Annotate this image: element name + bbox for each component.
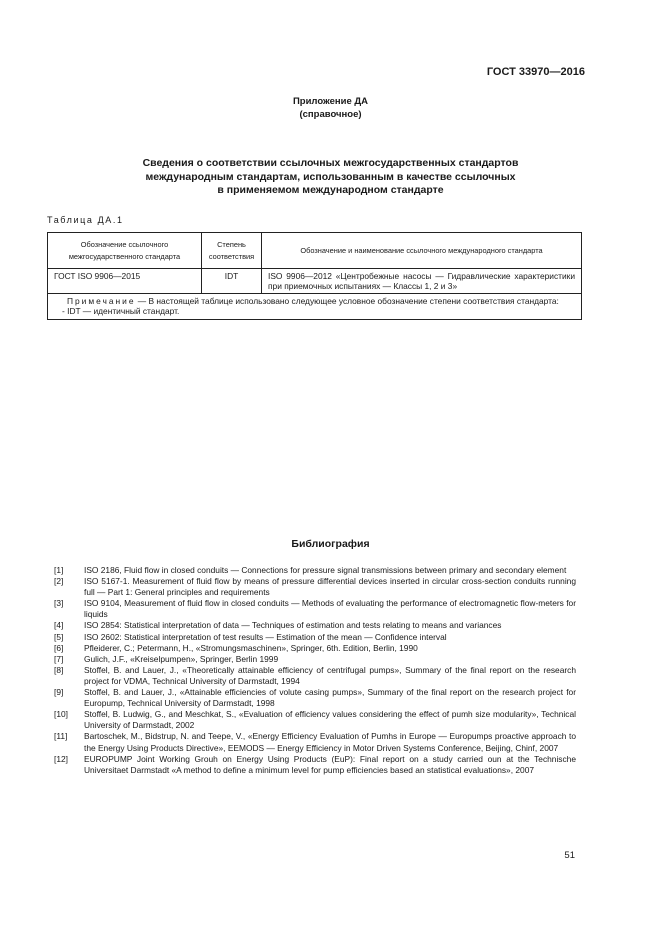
bibliography-item (54, 565, 576, 576)
section-title (0, 157, 661, 198)
bib-text: ISO 9104, Measurement of fluid flow in closed conduits — Methods of evaluating the performance of electromagnetic flow-meters for liquids (84, 598, 576, 620)
bibliography-item (54, 687, 576, 709)
bibliography-list (54, 565, 576, 776)
bib-number: [12] (54, 753, 68, 764)
bibliography-item (54, 620, 576, 631)
bib-text: ISO 2602: Statistical interpretation of test results — Estimation of the mean — Confidence interval (84, 631, 447, 642)
header-degree-line-1: Степень (217, 240, 246, 249)
bib-text: Gulich, J.F., «Kreiselpumpen», Springer, Berlin 1999 (84, 653, 279, 664)
note-label: Примечание (67, 296, 136, 306)
bibliography-item (54, 643, 576, 654)
bibliography-item (54, 731, 576, 753)
note-text (54, 296, 575, 306)
table-header-row (48, 233, 582, 269)
bib-text: Stoffel, B. and Lauer, J., «Theoretically attainable efficiency of centrifugal pumps», Summary of the final report on the research project for VDMA, Technical University of Darmstadt, 1994 (84, 664, 576, 686)
bib-number: [11] (54, 731, 68, 742)
bib-text: Stoffel, B. and Lauer, J., «Attainable efficiencies of volute casing pumps», Summary of the final report on the research project for Europump, Technical University of Darmstadt, 1998 (84, 687, 576, 709)
header-degree-line-2: соответствия (208, 251, 255, 261)
section-title-line-3: в применяемом международном стандарте (217, 184, 444, 196)
bib-number: [6] (54, 642, 64, 653)
appendix-heading (0, 95, 661, 121)
section-title-line-1: Сведения о соответствии ссылочных межгосударственных стандартов (142, 157, 519, 169)
note-item: - IDT — идентичный стандарт. (62, 306, 180, 316)
document-code: ГОСТ 33970—2016 (486, 66, 585, 78)
bib-text: Stoffel, B. Ludwig, G., and Meschkat, S., «Evaluation of efficiency values considering the effect of pumh size modularity», Technical University of Darmstadt, 2002 (84, 709, 576, 731)
table-note (48, 294, 582, 320)
bib-number: [2] (54, 576, 64, 587)
bib-number: [9] (54, 687, 64, 698)
correspondence-table (47, 232, 582, 320)
cell-degree: IDT (202, 269, 262, 294)
bib-text: ISO 5167-1. Measurement of fluid flow by means of pressure differential devices inserted in circular cross-section conduits running full — Part 1: General principles and requirements (84, 576, 576, 598)
header-designation-line-2: межгосударственного стандарта (68, 251, 181, 261)
appendix-title: Приложение ДА (292, 96, 369, 107)
header-international-line-1: Обозначение и наименование ссылочного международного стандарта (300, 245, 543, 255)
bibliography-item (54, 709, 576, 731)
bib-number: [4] (54, 620, 64, 631)
table-note-row (48, 294, 582, 320)
cell-international: ISO 9906—2012 «Центробежные насосы — Гидравлические характеристики при приемочных испытаниях — Классы 1, 2 и 3» (262, 269, 582, 294)
bib-number: [7] (54, 653, 64, 664)
table-caption: Таблица ДА.1 (47, 215, 124, 225)
page-number: 51 (564, 850, 575, 861)
bib-text: ISO 2186, Fluid flow in closed conduits — Connections for pressure signal transmissions between primary and secondary element (84, 565, 567, 575)
bib-number: [3] (54, 598, 64, 609)
cell-designation: ГОСТ ISO 9906—2015 (48, 269, 202, 294)
appendix-subtitle: (справочное) (299, 109, 362, 120)
header-designation-line-1: Обозначение ссылочного (80, 240, 169, 249)
note-body: — В настоящей таблице использовано следующее условное обозначение степени соответствия стандарта: (135, 296, 559, 306)
bibliography-title: Библиография (291, 538, 370, 550)
header-degree (202, 233, 262, 269)
bibliography-item (54, 654, 576, 665)
header-designation (48, 233, 202, 269)
bibliography-item (54, 665, 576, 687)
bib-text: EUROPUMP Joint Working Grouh on Energy Using Products (EuP): Final report on a study carried oun at the Technische Universitaet Darmstadt «A method to define a minimum level for pump efficiencies based an statistical evaluations», 2007 (84, 753, 576, 775)
bib-number: [1] (54, 565, 64, 575)
bibliography-item (54, 598, 576, 620)
bib-number: [8] (54, 664, 64, 675)
section-title-line-2: международным стандартам, использованным в качестве ссылочных (145, 170, 516, 183)
bibliography-item (54, 576, 576, 598)
table-row (48, 269, 582, 294)
bib-text: Pfleiderer, C.; Petermann, H., «Stromungsmaschinen», Springer, 6th. Edition, Berlin, 1990 (84, 642, 418, 653)
bib-text: Bartoschek, M., Bidstrup, N. and Teepe, V., «Energy Efficiency Evaluation of Pumhs in Europe — Europumps proactive approach to the Energy Using Products Directive», EEMODS — Energy Efficiency in Motor Driven Systems Conference, Beijing, Chinf, 2007 (84, 731, 576, 753)
bibliography-item (54, 754, 576, 776)
bib-number: [10] (54, 709, 68, 720)
header-international (262, 233, 582, 269)
bib-number: [5] (54, 631, 64, 642)
bib-text: ISO 2854: Statistical interpretation of data — Techniques of estimation and tests relating to means and variances (84, 620, 502, 631)
bibliography-item (54, 632, 576, 643)
